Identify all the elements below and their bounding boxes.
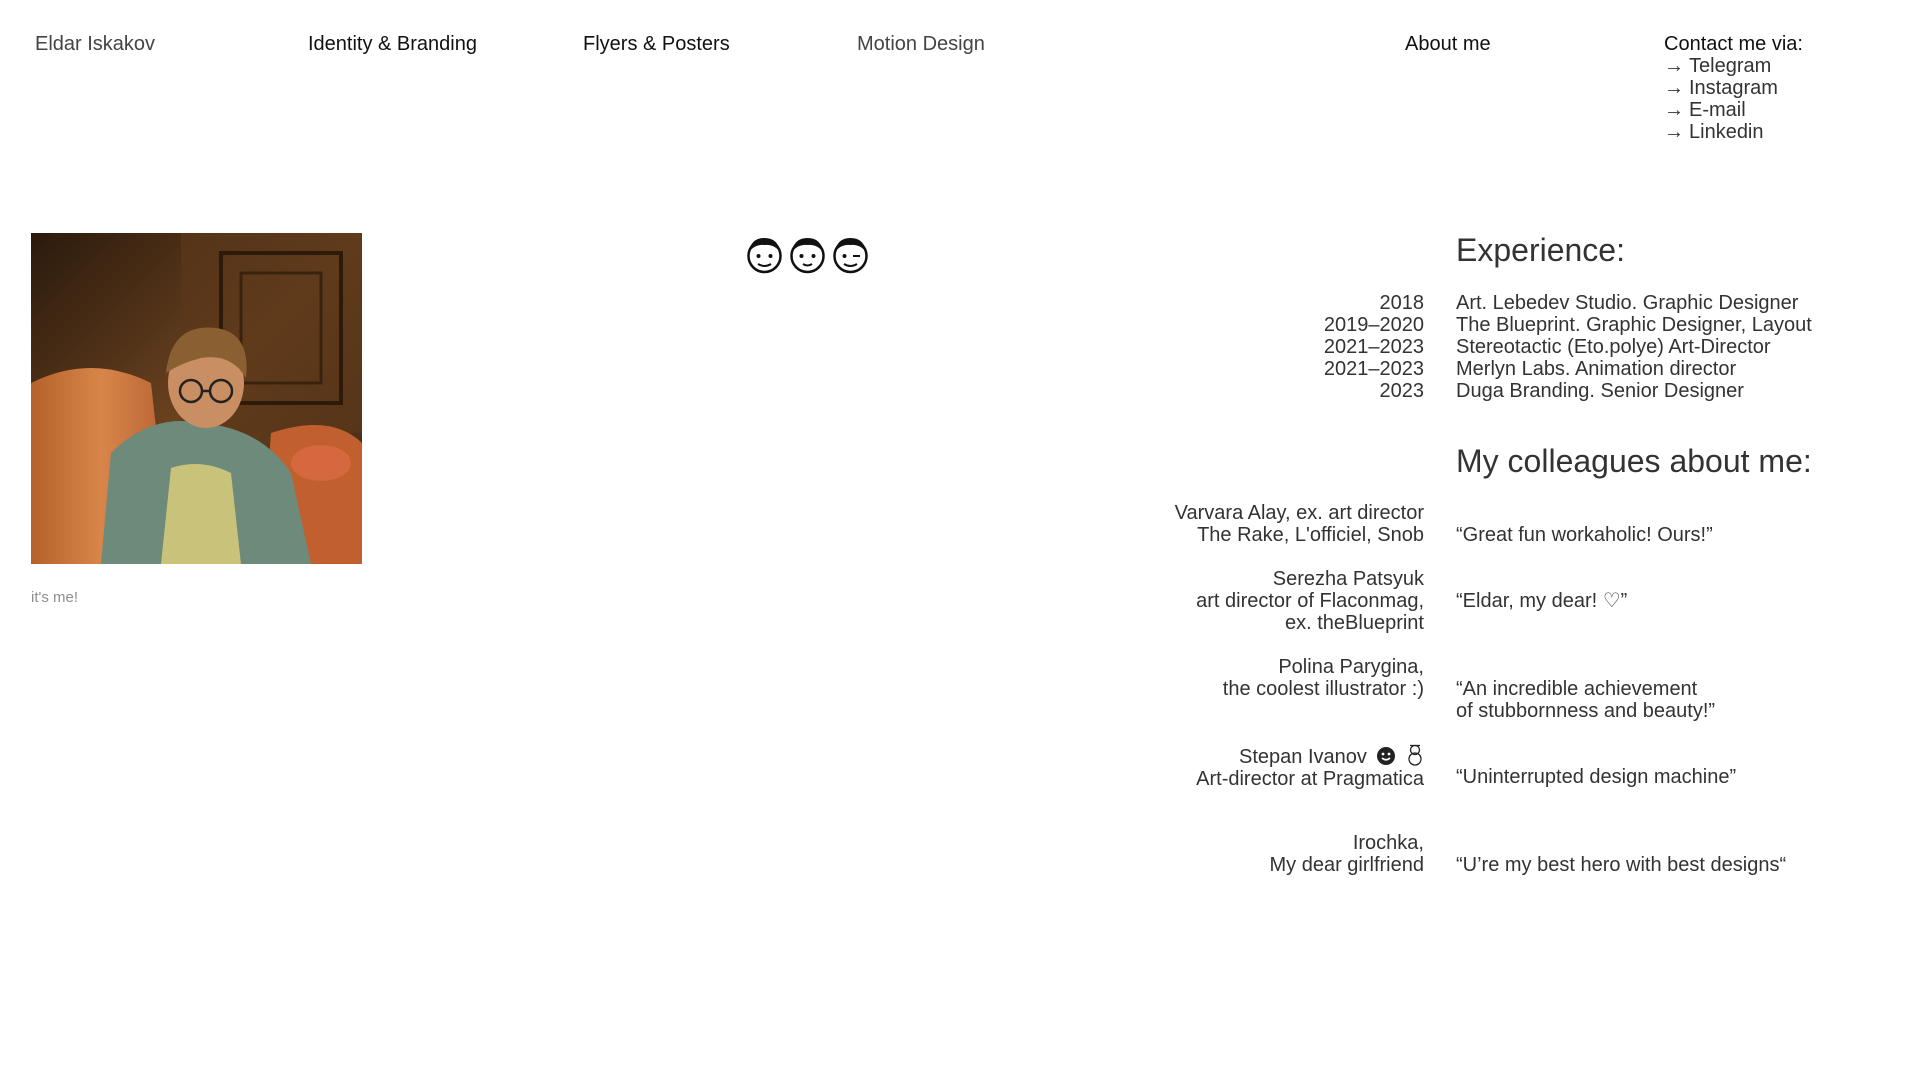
- reference-quote: “U’re my best hero with best designs“: [1456, 854, 1787, 876]
- experience-year: 2019–2020: [1323, 314, 1424, 336]
- smiley-icon: [1376, 746, 1396, 766]
- contact-title: Contact me via:: [1664, 33, 1803, 55]
- face-wink-icon: [832, 234, 869, 274]
- contact-telegram-link[interactable]: → Telegram: [1664, 55, 1772, 77]
- experience-year: 2021–2023: [1323, 336, 1424, 358]
- reference-author: Irochka, My dear girlfriend: [1269, 832, 1424, 876]
- experience-role: Merlyn Labs. Animation director: [1456, 358, 1737, 380]
- nav-motion-design[interactable]: Motion Design: [857, 33, 985, 55]
- experience-row: [0, 336, 1920, 358]
- reference-quote: “An incredible achievement of stubbornness and beauty!”: [1456, 678, 1716, 722]
- faces-row: [746, 234, 869, 274]
- nav-identity-branding[interactable]: Identity & Branding: [308, 33, 477, 55]
- contact-block: [1664, 33, 1803, 143]
- experience-heading: Experience:: [1456, 232, 1625, 268]
- experience-year: 2023: [1379, 380, 1424, 402]
- arrow-right-icon: →: [1664, 55, 1684, 77]
- arrow-right-icon: →: [1664, 121, 1684, 143]
- reference-quote: “Eldar, my dear! ♡”: [1456, 590, 1628, 612]
- reference-author: Stepan Ivanov Art-director at Pragmatica: [1196, 746, 1424, 790]
- experience-row: [0, 380, 1920, 402]
- experience-row: [0, 358, 1920, 380]
- experience-role: Stereotactic (Eto.polye) Art-Director: [1456, 336, 1771, 358]
- contact-list: [1664, 55, 1803, 143]
- experience-role: The Blueprint. Graphic Designer, Layout: [1456, 314, 1812, 336]
- snowman-icon: [1406, 744, 1424, 766]
- nav-flyers-posters[interactable]: Flyers & Posters: [583, 33, 730, 55]
- reference-author: Varvara Alay, ex. art director The Rake, L'officiel, Snob: [1174, 502, 1424, 546]
- photo-caption: it's me!: [31, 589, 79, 606]
- experience-role: Duga Branding. Senior Designer: [1456, 380, 1744, 402]
- nav-about-me[interactable]: About me: [1405, 33, 1491, 55]
- experience-role: Art. Lebedev Studio. Graphic Designer: [1456, 292, 1799, 314]
- face-icon: [746, 234, 783, 274]
- arrow-right-icon: →: [1664, 99, 1684, 121]
- experience-row: [0, 292, 1920, 314]
- contact-linkedin-link[interactable]: → Linkedin: [1664, 121, 1764, 143]
- contact-email-link[interactable]: → E-mail: [1664, 99, 1746, 121]
- experience-year: 2021–2023: [1323, 358, 1424, 380]
- reference-author: Polina Parygina, the coolest illustrator :): [1222, 656, 1424, 700]
- face-icon: [789, 234, 826, 274]
- reference-quote: “Great fun workaholic! Ours!”: [1456, 524, 1713, 546]
- arrow-right-icon: →: [1664, 77, 1684, 99]
- site-name-link[interactable]: Eldar Iskakov: [35, 33, 156, 55]
- contact-instagram-link[interactable]: → Instagram: [1664, 77, 1778, 99]
- reference-author: Serezha Patsyuk art director of Flaconmag, ex. theBlueprint: [1196, 568, 1424, 634]
- reference-quote: “Uninterrupted design machine”: [1456, 766, 1737, 788]
- experience-row: [0, 314, 1920, 336]
- colleagues-heading: My colleagues about me:: [1456, 443, 1812, 479]
- experience-year: 2018: [1379, 292, 1424, 314]
